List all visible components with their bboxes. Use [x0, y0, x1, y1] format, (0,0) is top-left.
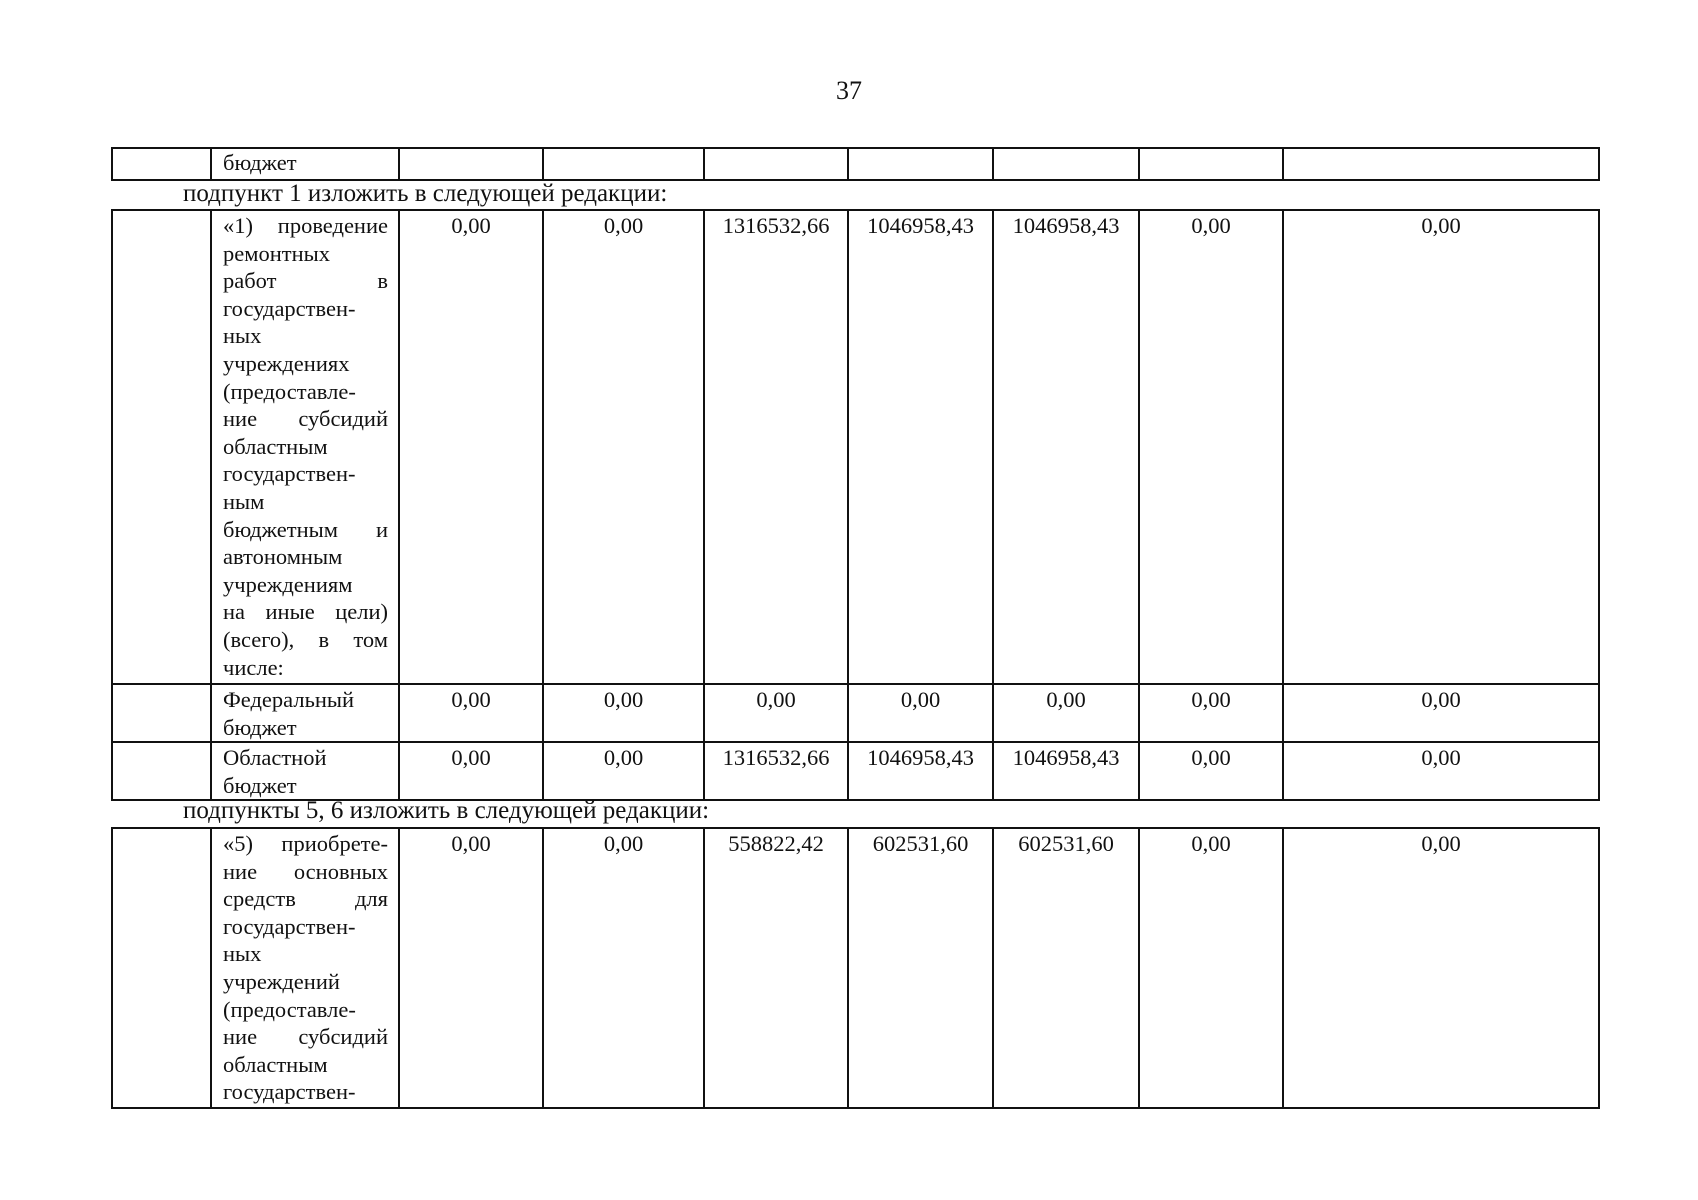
description-line: «1) проведение [223, 213, 388, 238]
value-cell [543, 148, 704, 180]
description-line: автономным [223, 544, 343, 570]
budget-table-subitem-1 [111, 209, 1600, 801]
value-cell [1139, 148, 1283, 180]
description-line: областным [223, 1051, 328, 1077]
table-row [112, 828, 1599, 1108]
section-intro-1: подпункт 1 изложить в следующей редакции: [183, 180, 668, 207]
table-row [112, 684, 1599, 742]
description-line: Областной [223, 745, 327, 771]
description-line: ных [223, 941, 262, 967]
description-line: работ в [223, 268, 388, 294]
description-line: государствен- [223, 295, 356, 321]
value-cell: 0,00 [1283, 742, 1599, 800]
value-cell: 0,00 [543, 742, 704, 800]
value-cell: 0,00 [399, 742, 543, 800]
description-line: бюджет [223, 714, 297, 740]
value-cell: 1316532,66 [704, 742, 848, 800]
value-cell: 0,00 [848, 684, 993, 742]
table-row [112, 210, 1599, 684]
value-cell: 0,00 [543, 210, 704, 684]
value-cell: 1046958,43 [848, 210, 993, 684]
value-cell: 1046958,43 [993, 742, 1139, 800]
value-cell: 602531,60 [993, 828, 1139, 1108]
description-line: числе: [223, 654, 284, 680]
description-line: государствен- [223, 913, 356, 939]
value-cell: 0,00 [1139, 210, 1283, 684]
description-line: ние основных [223, 858, 388, 884]
description-line: бюджет [223, 772, 297, 798]
value-cell [848, 148, 993, 180]
value-cell: 0,00 [1283, 828, 1599, 1108]
value-cell: 0,00 [1139, 828, 1283, 1108]
description-line: ных [223, 323, 262, 349]
table-row [112, 742, 1599, 800]
value-cell: 1046958,43 [993, 210, 1139, 684]
value-cell: 0,00 [399, 828, 543, 1108]
row-description [211, 148, 399, 180]
description-line: бюджетным и [223, 516, 388, 542]
value-cell: 558822,42 [704, 828, 848, 1108]
description-line: учреждений [223, 968, 340, 994]
row-description [211, 742, 399, 800]
row-description [211, 210, 399, 684]
description-line: (предоставле- [223, 996, 356, 1022]
description-line: ным [223, 488, 265, 514]
row-number-cell [112, 148, 211, 180]
description-line: бюджет [223, 150, 297, 175]
value-cell: 0,00 [543, 684, 704, 742]
description-line: Федеральный [223, 687, 355, 712]
value-cell [399, 148, 543, 180]
description-line: государствен- [223, 461, 356, 487]
value-cell: 1316532,66 [704, 210, 848, 684]
table-row [112, 148, 1599, 180]
description-line: учреждениям [223, 571, 353, 597]
value-cell: 0,00 [1139, 684, 1283, 742]
budget-table-subitems-5-6 [111, 827, 1600, 1109]
value-cell: 602531,60 [848, 828, 993, 1108]
value-cell: 0,00 [399, 684, 543, 742]
description-line: на иные цели) [223, 599, 388, 625]
row-description [211, 828, 399, 1108]
row-number-cell [112, 742, 211, 800]
row-number-cell [112, 828, 211, 1108]
description-line: учреждениях [223, 350, 350, 376]
description-line: «5) приобрете- [223, 831, 388, 856]
value-cell [993, 148, 1139, 180]
description-line: ремонтных [223, 240, 331, 266]
description-line: государствен- [223, 1079, 356, 1105]
row-number-cell [112, 210, 211, 684]
description-line: областным [223, 433, 328, 459]
value-cell: 1046958,43 [848, 742, 993, 800]
value-cell [1283, 148, 1599, 180]
row-number-cell [112, 684, 211, 742]
description-line: ние субсидий [223, 406, 388, 432]
value-cell: 0,00 [1283, 684, 1599, 742]
value-cell: 0,00 [1139, 742, 1283, 800]
page-number: 37 [836, 76, 862, 105]
value-cell: 0,00 [543, 828, 704, 1108]
value-cell: 0,00 [1283, 210, 1599, 684]
description-line: средств для [223, 886, 388, 912]
row-description [211, 684, 399, 742]
value-cell: 0,00 [993, 684, 1139, 742]
description-line: (предоставле- [223, 378, 356, 404]
section-intro-2: подпункты 5, 6 изложить в следующей редакции: [183, 797, 710, 824]
value-cell [704, 148, 848, 180]
description-line: ние субсидий [223, 1024, 388, 1050]
value-cell: 0,00 [399, 210, 543, 684]
budget-table-fragment [111, 147, 1600, 181]
value-cell: 0,00 [704, 684, 848, 742]
description-line: (всего), в том [223, 626, 388, 652]
